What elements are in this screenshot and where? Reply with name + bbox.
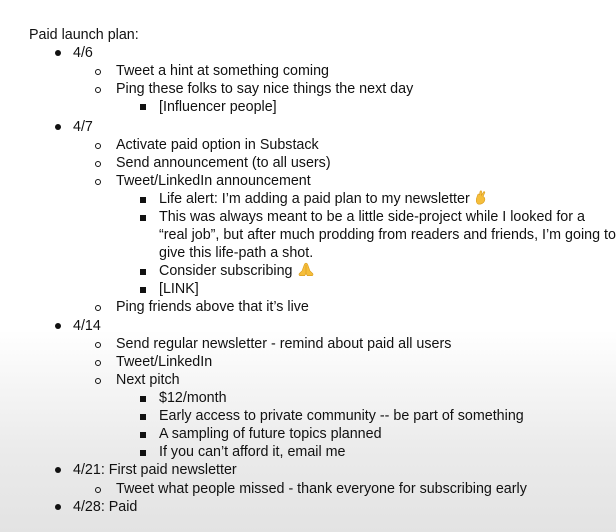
list-item: Tweet a hint at something coming — [116, 63, 329, 79]
section-date-4-21: 4/21: First paid newsletter — [73, 462, 237, 478]
page-title: Paid launch plan: — [29, 27, 139, 43]
section-date-4-6: 4/6 — [73, 45, 93, 61]
circle-bullet — [95, 378, 101, 384]
list-item: This was always meant to be a little side-project while I looked for a — [159, 209, 585, 225]
list-item-text: Life alert: I’m adding a paid plan to my newsletter — [159, 191, 470, 207]
disc-bullet — [55, 467, 61, 473]
list-item: [LINK] — [159, 281, 199, 297]
circle-bullet — [95, 342, 101, 348]
circle-bullet — [95, 179, 101, 185]
square-bullet — [140, 287, 146, 293]
list-item: $12/month — [159, 390, 227, 406]
list-item — [159, 190, 488, 208]
list-item-continuation: “real job”, but after much prodding from readers and friends, I’m going to — [159, 227, 616, 243]
section-date-4-14: 4/14 — [73, 318, 101, 334]
list-item: Activate paid option in Substack — [116, 137, 319, 153]
circle-bullet — [95, 87, 101, 93]
list-item — [159, 262, 315, 280]
circle-bullet — [95, 161, 101, 167]
list-item: Early access to private community -- be part of something — [159, 408, 524, 424]
square-bullet — [140, 432, 146, 438]
circle-bullet — [95, 69, 101, 75]
square-bullet — [140, 197, 146, 203]
list-item: Tweet what people missed - thank everyone for subscribing early — [116, 481, 527, 497]
list-item: A sampling of future topics planned — [159, 426, 382, 442]
list-item-text: Consider subscribing — [159, 263, 293, 279]
square-bullet — [140, 450, 146, 456]
square-bullet — [140, 414, 146, 420]
section-date-4-7: 4/7 — [73, 119, 93, 135]
folded-hands-icon — [297, 262, 315, 277]
list-item: Send regular newsletter - remind about paid all users — [116, 336, 452, 352]
list-item: Ping these folks to say nice things the next day — [116, 81, 414, 97]
disc-bullet — [55, 504, 61, 510]
square-bullet — [140, 396, 146, 402]
section-date-4-28: 4/28: Paid — [73, 499, 138, 515]
list-item: If you can’t afford it, email me — [159, 444, 346, 460]
square-bullet — [140, 269, 146, 275]
square-bullet — [140, 104, 146, 110]
list-item: [Influencer people] — [159, 99, 277, 115]
circle-bullet — [95, 360, 101, 366]
crossed-fingers-icon — [474, 190, 488, 205]
square-bullet — [140, 215, 146, 221]
list-item: Ping friends above that it’s live — [116, 299, 309, 315]
list-item: Tweet/LinkedIn — [116, 354, 213, 370]
circle-bullet — [95, 143, 101, 149]
disc-bullet — [55, 323, 61, 329]
list-item-continuation: give this life-path a shot. — [159, 245, 314, 261]
list-item: Next pitch — [116, 372, 180, 388]
disc-bullet — [55, 124, 61, 130]
disc-bullet — [55, 50, 61, 56]
circle-bullet — [95, 305, 101, 311]
list-item: Send announcement (to all users) — [116, 155, 331, 171]
circle-bullet — [95, 487, 101, 493]
list-item: Tweet/LinkedIn announcement — [116, 173, 311, 189]
